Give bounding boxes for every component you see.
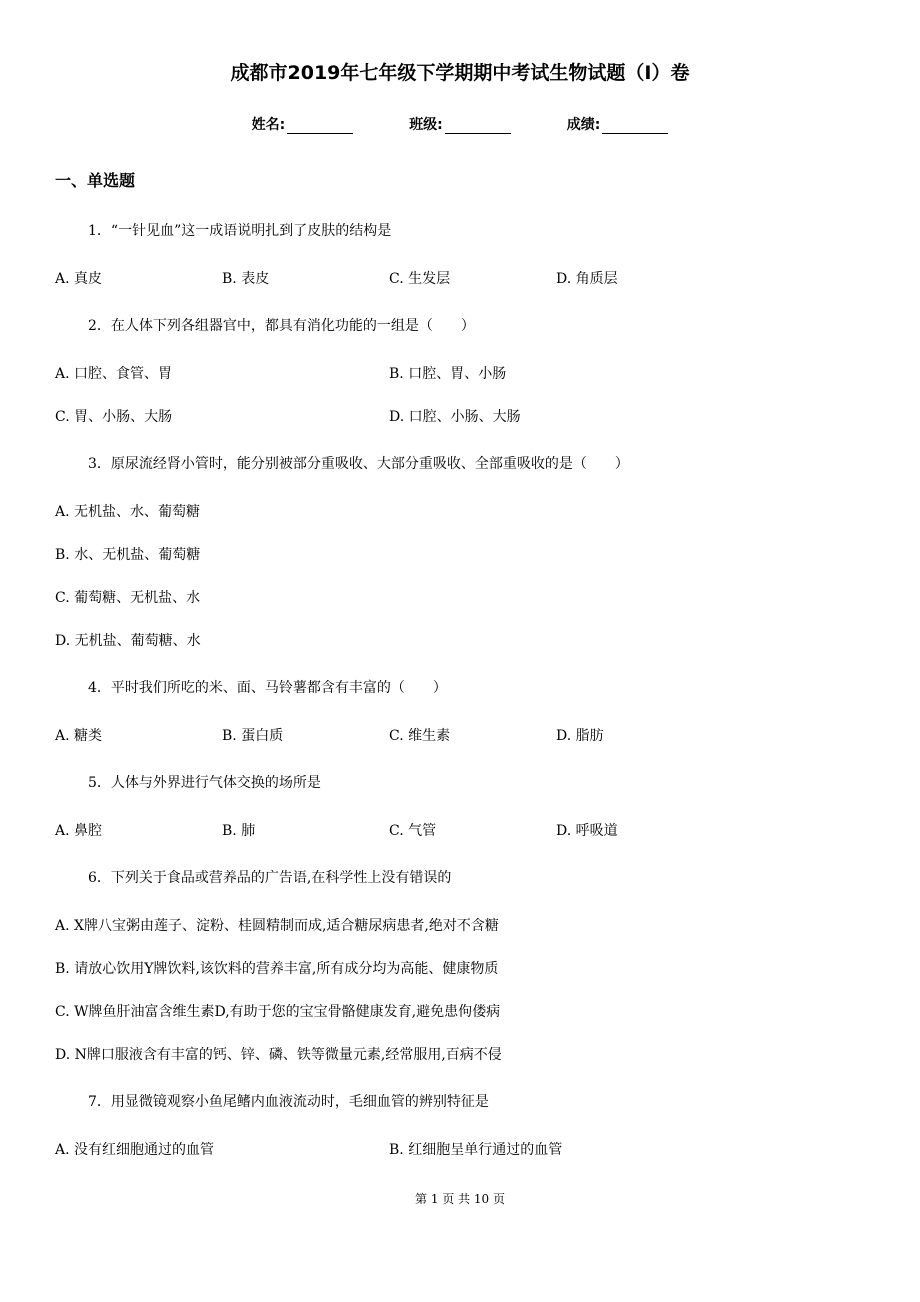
class-field[interactable] [409, 114, 511, 134]
q2-option-a: A. 口腔、食管、胃 [55, 366, 173, 382]
question-3: 3．原尿流经肾小管时，能分别被部分重吸收、大部分重吸收、全部重吸收的是（ ） [88, 456, 629, 472]
q3-option-d: D. 无机盐、葡萄糖、水 [55, 633, 201, 649]
q5-option-a: A. 鼻腔 [55, 823, 103, 839]
page-title: 成都市2019年七年级下学期期中考试生物试题（I）卷 [230, 62, 690, 84]
q1-option-d: D. 角质层 [556, 271, 618, 287]
q5-option-d: D. 呼吸道 [556, 823, 618, 839]
question-6: 6．下列关于食品或营养品的广告语,在科学性上没有错误的 [88, 870, 452, 886]
q6-option-a: A. X牌八宝粥由莲子、淀粉、桂圆精制而成,适合糖尿病患者,绝对不含糖 [55, 918, 499, 934]
q4-option-d: D. 脂肪 [556, 728, 604, 744]
question-7: 7．用显微镜观察小鱼尾鳍内血液流动时，毛细血管的辨别特征是 [88, 1094, 489, 1110]
q6-option-b: B. 请放心饮用Y牌饮料,该饮料的营养丰富,所有成分均为高能、健康物质 [55, 961, 499, 977]
class-blank[interactable] [445, 119, 511, 134]
q2-option-b: B. 口腔、胃、小肠 [389, 366, 507, 382]
page-footer: 第 1 页 共 10 页 [415, 1192, 505, 1206]
name-label: 姓名: [251, 117, 286, 133]
q5-option-c: C. 气管 [389, 823, 437, 839]
q2-option-c: C. 胃、小肠、大肠 [55, 409, 173, 425]
q4-option-a: A. 糖类 [55, 728, 103, 744]
q3-option-c: C. 葡萄糖、无机盐、水 [55, 590, 201, 606]
q4-option-b: B. 蛋白质 [222, 728, 284, 744]
q1-option-b: B. 表皮 [222, 271, 270, 287]
question-2: 2．在人体下列各组器官中，都具有消化功能的一组是（ ） [88, 318, 475, 334]
question-1: 1．“一针见血”这一成语说明扎到了皮肤的结构是 [88, 223, 392, 239]
q5-option-b: B. 肺 [222, 823, 256, 839]
q2-option-d: D. 口腔、小肠、大肠 [389, 409, 521, 425]
question-5: 5．人体与外界进行气体交换的场所是 [88, 775, 321, 791]
name-blank[interactable] [287, 119, 353, 134]
score-blank[interactable] [602, 119, 668, 134]
q3-option-a: A. 无机盐、水、葡萄糖 [55, 504, 201, 520]
section-heading: 一、单选题 [55, 171, 136, 190]
question-4: 4．平时我们所吃的米、面、马铃薯都含有丰富的（ ） [88, 680, 447, 696]
name-field[interactable] [252, 114, 354, 134]
q6-option-c: C. W牌鱼肝油富含维生素D,有助于您的宝宝骨骼健康发育,避免患佝偻病 [55, 1004, 501, 1020]
q3-option-b: B. 水、无机盐、葡萄糖 [55, 547, 201, 563]
student-info [0, 114, 920, 134]
q1-option-c: C. 生发层 [389, 271, 451, 287]
class-label: 班级: [409, 117, 443, 133]
q7-option-b: B. 红细胞呈单行通过的血管 [389, 1142, 563, 1158]
q6-option-d: D. N牌口服液含有丰富的钙、锌、磷、铁等微量元素,经常服用,百病不侵 [55, 1047, 502, 1063]
score-label: 成绩: [566, 117, 601, 133]
score-field[interactable] [567, 114, 669, 134]
q4-option-c: C. 维生素 [389, 728, 451, 744]
q7-option-a: A. 没有红细胞通过的血管 [55, 1142, 215, 1158]
q1-option-a: A. 真皮 [55, 271, 103, 287]
